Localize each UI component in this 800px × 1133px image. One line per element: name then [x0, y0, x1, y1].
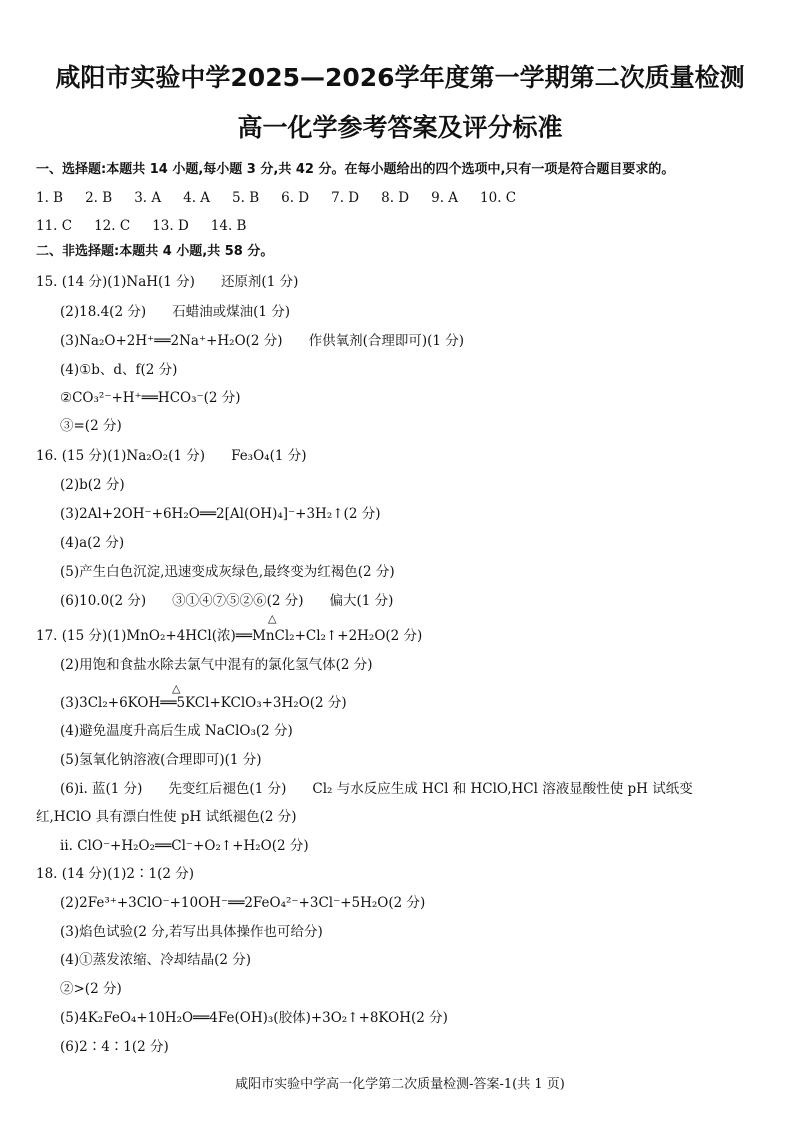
q17-part6-observe: 先变红后褪色(1 分) — [168, 781, 287, 797]
q15-line-1 — [36, 272, 298, 292]
heat-symbol: △ — [172, 682, 181, 695]
mcq-answer: 14. B — [210, 218, 247, 234]
mcq-answer: 13. D — [152, 218, 189, 234]
mcq-answer: 11. C — [36, 218, 73, 234]
mcq-answer: 7. D — [331, 190, 360, 206]
q17-line-2: (2)用饱和食盐水除去氯气中混有的氯化氢气体(2 分) — [60, 657, 373, 673]
q17-part6-i: (6)ⅰ. 蓝(1 分) — [60, 781, 143, 797]
q15-line-3 — [60, 331, 464, 351]
q18-line-7: (6)2∶4∶1(2 分) — [60, 1039, 169, 1055]
q15-part3-use: 作供氧剂(合理即可)(1 分) — [308, 333, 465, 349]
mcq-answer: 8. D — [381, 190, 410, 206]
q15-part1-role: 还原剂(1 分) — [220, 274, 299, 290]
part2-heading: 二、非选择题:本题共 4 小题,共 58 分。 — [36, 244, 274, 259]
q15-line-4: (4)①b、d、f(2 分) — [60, 362, 178, 378]
q17-line-3: (3)3Cl₂+6KOH══5KCl+KClO₃+3H₂O(2 分) — [60, 695, 347, 711]
q15-line-6: ③=(2 分) — [60, 418, 122, 434]
q16-line-6 — [60, 591, 393, 611]
q17-line-8: ⅱ. ClO⁻+H₂O₂══Cl⁻+O₂↑+H₂O(2 分) — [60, 838, 309, 854]
mcq-answer: 10. C — [480, 190, 517, 206]
q15-part2: (2)18.4(2 分) — [60, 304, 147, 320]
q15-part2-storage: 石蜡油或煤油(1 分) — [172, 304, 291, 320]
q18-line-3: (3)焰色试验(2 分,若写出具体操作也可给分) — [60, 924, 323, 940]
q15-part1: 15. (14 分)(1)NaH(1 分) — [36, 274, 195, 290]
q17-line-7: 红,HClO 具有漂白性使 pH 试纸褪色(2 分) — [36, 809, 297, 825]
q16-part6-mass: (6)10.0(2 分) — [60, 593, 147, 609]
mcq-answer: 4. A — [183, 190, 211, 206]
mcq-answer: 5. B — [232, 190, 260, 206]
q18-line-1: 18. (14 分)(1)2∶1(2 分) — [36, 866, 194, 882]
q16-line-4: (4)a(2 分) — [60, 535, 125, 551]
q17-line-1: 17. (15 分)(1)MnO₂+4HCl(浓)══MnCl₂+Cl₂↑+2H₂O(2 分) — [36, 628, 423, 644]
q17-line-5: (5)氢氧化钠溶液(合理即可)(1 分) — [60, 752, 262, 768]
q16-line-2: (2)b(2 分) — [60, 477, 125, 493]
q18-line-5: ②>(2 分) — [60, 981, 122, 997]
q16-part6-order: ③①④⑦⑤②⑥(2 分) — [172, 593, 304, 609]
q16-part1-b: Fe₃O₄(1 分) — [231, 448, 307, 464]
mcq-answer: 1. B — [36, 190, 64, 206]
document-subtitle: 高一化学参考答案及评分标准 — [237, 113, 563, 142]
heat-symbol: △ — [268, 612, 277, 625]
q15-line-5: ②CO₃²⁻+H⁺══HCO₃⁻(2 分) — [60, 390, 241, 406]
mcq-answer: 12. C — [94, 218, 131, 234]
q15-part3-equation: (3)Na₂O+2H⁺══2Na⁺+H₂O(2 分) — [60, 333, 283, 349]
q17-line-6 — [60, 779, 693, 799]
mcq-answer: 6. D — [281, 190, 310, 206]
q16-part6-error: 偏大(1 分) — [329, 593, 394, 609]
q16-line-3: (3)2Al+2OH⁻+6H₂O══2[Al(OH)₄]⁻+3H₂↑(2 分) — [60, 506, 381, 522]
document-title: 咸阳市实验中学2025—2026学年度第一学期第二次质量检测 — [55, 63, 745, 92]
q16-part1: 16. (15 分)(1)Na₂O₂(1 分) — [36, 448, 206, 464]
mcq-answer: 9. A — [431, 190, 459, 206]
q15-line-2 — [60, 302, 290, 322]
page-footer: 咸阳市实验中学高一化学第二次质量检测-答案-1(共 1 页) — [235, 1077, 565, 1092]
q16-line-5: (5)产生白色沉淀,迅速变成灰绿色,最终变为红褐色(2 分) — [60, 564, 395, 580]
mcq-answer: 3. A — [134, 190, 162, 206]
q17-part6-explain: Cl₂ 与水反应生成 HCl 和 HClO,HCl 溶液显酸性使 pH 试纸变 — [312, 781, 693, 797]
q18-line-6: (5)4K₂FeO₄+10H₂O══4Fe(OH)₃(胶体)+3O₂↑+8KOH(2 分) — [60, 1010, 448, 1026]
mcq-answer: 2. B — [85, 190, 113, 206]
q16-line-1 — [36, 446, 307, 466]
mcq-row-1 — [36, 188, 538, 208]
q18-line-4: (4)①蒸发浓缩、冷却结晶(2 分) — [60, 952, 252, 968]
part1-heading: 一、选择题:本题共 14 小题,每小题 3 分,共 42 分。在每小题给出的四个选项中,只有一项是符合题目要求的。 — [36, 162, 675, 177]
mcq-row-2 — [36, 216, 268, 236]
q18-line-2: (2)2Fe³⁺+3ClO⁻+10OH⁻══2FeO₄²⁻+3Cl⁻+5H₂O(2 分) — [60, 895, 426, 911]
q17-line-4: (4)避免温度升高后生成 NaClO₃(2 分) — [60, 723, 293, 739]
